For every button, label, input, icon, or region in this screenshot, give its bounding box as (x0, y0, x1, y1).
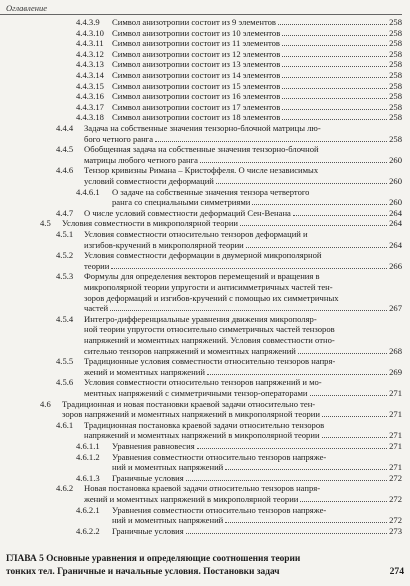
toc-entry-number: 4.5.1 (56, 229, 74, 239)
toc-entry[interactable] (112, 515, 402, 525)
toc-entry-number: 4.6.1 (56, 419, 74, 430)
dot-leader (110, 310, 387, 311)
toc-entry[interactable] (84, 335, 402, 345)
toc-entry-title: Символ анизотропии состоит из 17 элементов (112, 101, 281, 112)
toc-entry-page: 271 (389, 388, 402, 398)
toc-entry-number: 4.4.3.9 (76, 17, 100, 27)
toc-entry[interactable] (76, 112, 402, 122)
toc-entry-number: 4.5.6 (56, 377, 74, 388)
toc-entry-page: 258 (389, 27, 402, 38)
toc-entry-title: теории (84, 260, 110, 271)
toc-entry-page: 266 (389, 260, 402, 271)
dot-leader (282, 45, 387, 46)
toc-entry-number: 4.6.2.2 (76, 525, 100, 536)
toc-entry-title: жений и моментных напряжений (84, 366, 205, 377)
toc-entry-number: 4.4.4 (56, 123, 74, 133)
dot-leader (322, 416, 387, 417)
toc-entry[interactable] (76, 452, 402, 462)
toc-entry-page: 271 (389, 430, 402, 441)
toc-entry-title: Традиционная и новая постановки краевой задачи относительно тен- (62, 398, 316, 409)
toc-entry-title: Формулы для определения векторов перемещений и вращения в (84, 271, 320, 282)
toc-entry-title: Уравнения совместности относительно тензоров напряже- (112, 504, 327, 515)
toc-entry-page: 264 (389, 218, 402, 229)
toc-entry-page: 271 (389, 441, 402, 451)
toc-entry-page: 258 (389, 38, 402, 49)
toc-entry-number: 4.4.6.1 (76, 186, 100, 197)
toc-entry[interactable] (84, 346, 402, 356)
toc-entry-title: Уравнения совместности относительно тензоров напряже- (112, 451, 327, 462)
toc-entry[interactable] (76, 473, 402, 483)
toc-entry-number: 4.6.2.1 (76, 504, 100, 515)
toc-entry-number: 4.5.5 (56, 356, 74, 367)
toc-entry-title: Условия совместности деформации в двумерной микрополярной (84, 250, 322, 261)
chapter-page-number: 274 (389, 566, 404, 577)
toc-entry[interactable] (40, 218, 402, 228)
toc-entry-title: Символ анизотропии состоит из 15 элементов (112, 80, 281, 91)
toc-entry[interactable] (84, 494, 402, 504)
toc-entry-title: бого четного ранга (84, 133, 154, 144)
toc-entry-title: Условия совместности в микрополярной теории (62, 218, 239, 229)
toc-entry-page: 258 (389, 112, 402, 123)
toc-entry[interactable] (84, 388, 402, 398)
toc-entry-page: 260 (389, 154, 402, 165)
toc-entry-title: Символ анизотропии состоит из 9 элементов (112, 17, 276, 27)
toc-entry-title: микрополярной теории упругости и антисимметричных частей тен- (84, 282, 333, 292)
toc-entry[interactable] (84, 303, 402, 313)
toc-entry[interactable] (84, 324, 402, 334)
dot-leader (282, 119, 387, 120)
toc-entry-title: Граничные условия (112, 525, 184, 536)
dot-leader (155, 141, 387, 142)
toc-entry[interactable] (56, 165, 402, 175)
toc-entry[interactable] (56, 271, 402, 281)
dot-leader (282, 88, 387, 89)
toc-entry[interactable] (40, 399, 402, 409)
toc-entry-title: изгибов-кручений в микрополярной теории (84, 239, 244, 250)
toc-entry-number: 4.4.3.17 (76, 101, 104, 112)
toc-entry-title: Символ анизотропии состоит из 11 элементов (112, 38, 280, 49)
toc-entry-number: 4.4.3.12 (76, 48, 104, 59)
toc-entry-title: Интегро-дифференциальные уравнения движения микрополяр- (84, 313, 317, 324)
toc-entry[interactable] (76, 505, 402, 515)
chapter-heading-line-2: тонких тел. Граничные и начальные условия. Постановки задач (6, 567, 280, 577)
toc-entry-title: Символ анизотропии состоит из 10 элементов (112, 27, 281, 38)
dot-leader (282, 77, 387, 78)
toc-entry[interactable] (76, 70, 402, 80)
toc-entry[interactable] (62, 409, 402, 419)
toc-entry[interactable] (84, 155, 402, 165)
toc-entry-page: 260 (389, 176, 402, 186)
toc-entry-number: 4.6.1.3 (76, 472, 100, 483)
toc-entry[interactable] (76, 49, 402, 59)
toc-entry-title: Символ анизотропии состоит из 18 элементов (112, 112, 281, 123)
toc-entry-page: 272 (389, 472, 402, 483)
dot-leader (111, 268, 387, 269)
toc-entry[interactable] (56, 483, 402, 493)
toc-entry-title: Символ анизотропии состоит из 13 элементов (112, 59, 281, 70)
toc-entry-title: условий совместности деформаций (84, 176, 214, 186)
toc-entry-page: 260 (389, 197, 402, 208)
toc-entry[interactable] (56, 123, 402, 133)
dot-leader (300, 501, 387, 502)
dot-leader (246, 247, 387, 248)
toc-entry-number: 4.5.2 (56, 250, 74, 261)
dot-leader (240, 225, 387, 226)
dot-leader (282, 66, 387, 67)
toc-entry[interactable] (84, 367, 402, 377)
toc-entry-title: О числе условий совместности деформаций Сен-Венана (84, 207, 291, 218)
toc-entry-page: 258 (389, 70, 402, 80)
toc-entry-title: ментных напряжений с симметричными тензор-операторами (84, 388, 308, 398)
toc-entry-title: Задача на собственные значения тензорно-блочной матрицы лю- (84, 123, 321, 133)
toc-entry-title: Традиционная постановка краевой задачи относительно тензоров (84, 419, 325, 430)
toc-entry-title: Обобщенная задача на собственные значения тензорно-блочной (84, 144, 319, 155)
toc-entry[interactable] (84, 240, 402, 250)
toc-entry-number: 4.4.5 (56, 144, 74, 155)
dot-leader (298, 353, 387, 354)
dot-leader (186, 533, 387, 534)
toc-entry-title: Условия совместности относительно тензоров деформаций и (84, 229, 308, 239)
toc-entry-number: 4.4.3.18 (76, 112, 104, 123)
toc-entry-page: 272 (389, 494, 402, 504)
toc-entry-page: 258 (389, 101, 402, 112)
toc-entry[interactable] (84, 261, 402, 271)
dot-leader (216, 183, 387, 184)
dot-leader (310, 395, 388, 396)
dot-leader (197, 448, 387, 449)
toc-entry-title: напряжений и моментных напряжений. Условия совместности отно- (84, 335, 335, 345)
toc-entry[interactable] (76, 17, 402, 27)
toc-entry-number: 4.4.3.10 (76, 27, 104, 38)
toc-entry[interactable] (76, 81, 402, 91)
toc-entry[interactable] (112, 462, 402, 472)
dot-leader (282, 35, 387, 36)
toc-entry-title: ний и моментных напряжений (112, 462, 224, 473)
toc-entry-title: Условия совместности относительно тензоров напряжений и мо- (84, 377, 322, 388)
toc-entry[interactable] (76, 59, 402, 69)
toc-entry[interactable] (84, 282, 402, 292)
dot-leader (225, 469, 387, 470)
toc-entry-title: Символ анизотропии состоит из 12 элементов (112, 48, 281, 59)
toc-entry-page: 271 (389, 462, 402, 473)
toc-entry[interactable] (76, 526, 402, 536)
toc-entry-title: ранга со специальными симметриями (112, 197, 251, 208)
toc-entry[interactable] (84, 430, 402, 440)
toc-entry-number: 4.5.3 (56, 271, 74, 282)
dot-leader (225, 522, 387, 523)
toc-entry-page: 264 (389, 207, 402, 218)
dot-leader (186, 480, 387, 481)
toc-entry[interactable] (76, 91, 402, 101)
toc-entry-title: Новая постановка краевой задачи относительно тензоров напря- (84, 483, 321, 494)
toc-entry[interactable] (56, 377, 402, 387)
toc-entry-title: жений и моментных напряжений в микрополярной теории (84, 494, 299, 504)
chapter-heading-line-1: ГЛАВА 5 Основные уравнения и определяющие соотношения теории (6, 554, 301, 564)
toc-entry-title: ний и моментных напряжений (112, 515, 224, 526)
toc-entry[interactable] (56, 208, 402, 218)
toc-entry-title: Тензор кривизны Римана – Кристоффеля. О числе независимых (84, 165, 319, 176)
toc-entry-page: 273 (389, 525, 402, 536)
toc-entry-title: Традиционные условия совместности относительно тензоров напря- (84, 356, 336, 367)
toc-entry-title: Символ анизотропии состоит из 16 элементов (112, 91, 281, 102)
toc-entry-number: 4.4.6 (56, 165, 74, 176)
dot-leader (282, 56, 387, 57)
toc-entry[interactable] (112, 197, 402, 207)
toc-entry-number: 4.4.3.11 (76, 38, 104, 49)
toc-entry[interactable] (56, 356, 402, 366)
toc-entry-page: 258 (389, 17, 402, 27)
dot-leader (200, 162, 387, 163)
toc-entry[interactable] (56, 144, 402, 154)
toc-entry-page: 258 (389, 80, 402, 91)
toc-entry-number: 4.6.1.1 (76, 441, 100, 451)
toc-entry-title: напряжений и моментных напряжений в микрополярной теории (84, 430, 320, 441)
toc-entry-number: 4.6.1.2 (76, 451, 100, 462)
toc-entry-number: 4.5 (40, 218, 51, 229)
toc-entry-title: Граничные условия (112, 472, 184, 483)
running-header: Оглавление (6, 3, 48, 13)
toc-entry-number: 4.4.3.13 (76, 59, 104, 70)
toc-entry[interactable] (76, 28, 402, 38)
toc-entry[interactable] (84, 293, 402, 303)
toc-entry[interactable] (56, 314, 402, 324)
chapter-heading[interactable] (6, 553, 300, 579)
toc-entry-number: 4.4.3.16 (76, 91, 104, 102)
toc-entry[interactable] (76, 187, 402, 197)
toc-entry-page: 258 (389, 91, 402, 102)
toc-entry-page: 264 (389, 239, 402, 250)
toc-entry-number: 4.4.3.14 (76, 70, 104, 80)
toc-entry-title: сительно тензоров напряжений и моментных напряжений (84, 345, 296, 356)
toc-entry[interactable] (76, 38, 402, 48)
header-divider (0, 14, 402, 15)
toc-entry[interactable] (56, 420, 402, 430)
toc-entry-title: ной теории упругости относительно симметричных частей тензоров (84, 324, 335, 335)
toc-entry-number: 4.6.2 (56, 483, 74, 494)
dot-leader (282, 98, 387, 99)
toc-entry-page: 258 (389, 133, 402, 144)
toc-entry[interactable] (84, 176, 402, 186)
toc-entry-title: зоров деформаций и изгибов-кручений с помощью их симметричных (84, 292, 339, 303)
toc-entry[interactable] (84, 134, 402, 144)
toc-entry-page: 269 (389, 366, 402, 377)
dot-leader (252, 204, 387, 205)
toc-entry-title: частей (84, 303, 109, 314)
toc-entry[interactable] (56, 229, 402, 239)
dot-leader (207, 374, 387, 375)
toc-entry-page: 267 (389, 303, 402, 314)
toc-entry[interactable] (76, 441, 402, 451)
toc-entry-number: 4.6 (40, 398, 51, 409)
toc-entry-page: 258 (389, 59, 402, 70)
toc-entry-title: матрицы любого четного ранга (84, 154, 198, 165)
dot-leader (282, 109, 387, 110)
toc-entry-number: 4.4.3.15 (76, 80, 104, 91)
toc-entry-title: Символ анизотропии состоит из 14 элементов (112, 70, 281, 80)
dot-leader (322, 437, 388, 438)
toc-entry[interactable] (76, 102, 402, 112)
toc-entry-number: 4.5.4 (56, 313, 74, 324)
dot-leader (278, 24, 387, 25)
toc-entry[interactable] (56, 250, 402, 260)
toc-entry-page: 272 (389, 515, 402, 526)
toc-entry-title: О задаче на собственные значения тензора четвертого (112, 186, 310, 197)
toc-entry-title: зоров напряжений и моментных напряжений в микрополярной теории (62, 409, 320, 420)
toc-entry-number: 4.4.7 (56, 207, 74, 218)
toc-entry-page: 268 (389, 345, 402, 356)
toc-entry-title: Уравнения равновесия (112, 441, 195, 451)
dot-leader (293, 215, 387, 216)
toc-entry-page: 258 (389, 48, 402, 59)
toc-entry-page: 271 (389, 409, 402, 420)
